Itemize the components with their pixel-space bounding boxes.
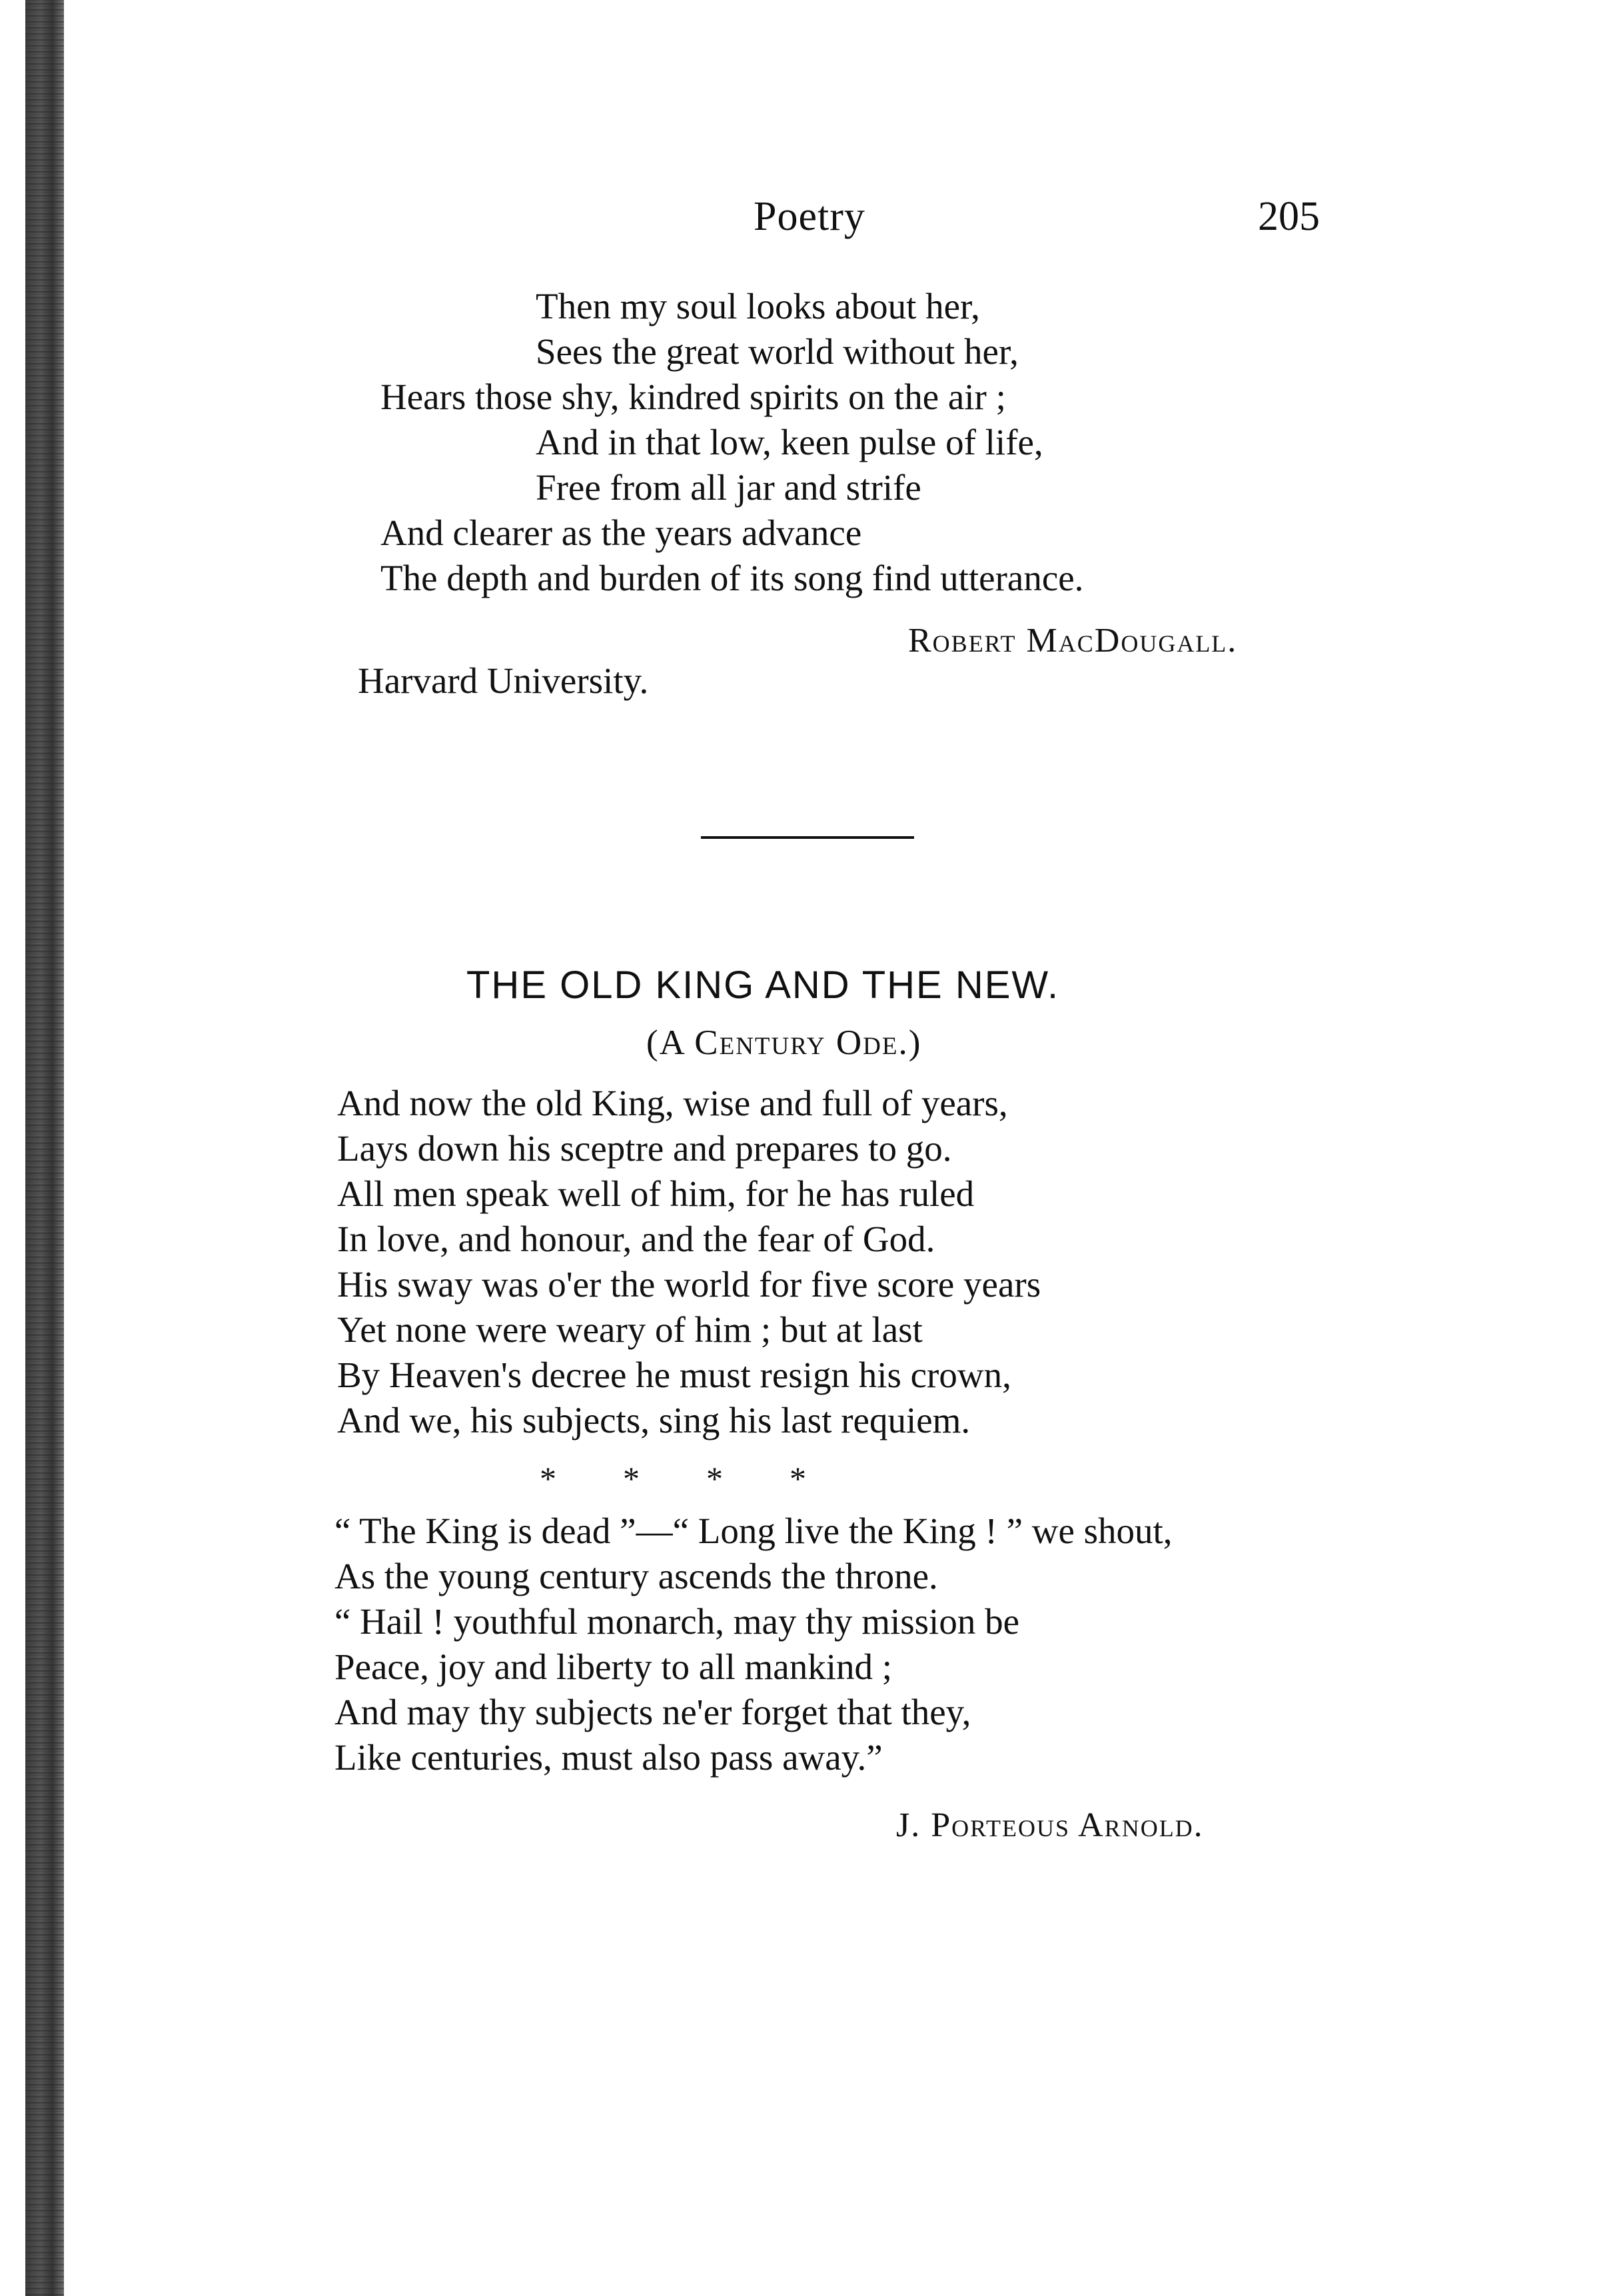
poem1-line-1: Then my soul looks about her, xyxy=(536,286,980,326)
poem2-stanza1-line-8: And we, his subjects, sing his last requiem. xyxy=(337,1400,971,1440)
poem1-author: Robert MacDougall. xyxy=(908,622,1238,660)
poem2-title: THE OLD KING AND THE NEW. xyxy=(466,963,1060,1007)
page-number: 205 xyxy=(1258,194,1320,239)
poem1-line-2: Sees the great world without her, xyxy=(536,331,1019,372)
poem2-stanza1-line-5: His sway was o'er the world for five score years xyxy=(337,1264,1041,1305)
poem2-stanza1-line-1: And now the old King, wise and full of years, xyxy=(337,1083,1008,1123)
poem2-stanza1-line-6: Yet none were weary of him ; but at last xyxy=(337,1309,923,1350)
poem2-stanza1-line-3: All men speak well of him, for he has ruled xyxy=(337,1173,975,1214)
poem1-line-5: Free from all jar and strife xyxy=(536,467,921,508)
poem2-subtitle: (A Century Ode.) xyxy=(646,1023,922,1062)
poem1-line-6: And clearer as the years advance xyxy=(380,512,862,553)
poem1-line-3: Hears those shy, kindred spirits on the air ; xyxy=(380,376,1006,417)
poem2-stanza2-line-5: And may thy subjects ne'er forget that they, xyxy=(334,1692,971,1732)
running-title: Poetry xyxy=(754,194,865,239)
stanza-separator: * * * * xyxy=(540,1460,806,1497)
poem2-stanza2-line-3: “ Hail ! youthful monarch, may thy mission be xyxy=(334,1601,1020,1642)
poem2-stanza1-line-2: Lays down his sceptre and prepares to go. xyxy=(337,1128,952,1169)
section-divider xyxy=(701,836,914,839)
poem1-line-7: The depth and burden of its song find utterance. xyxy=(380,558,1084,598)
poem2-stanza2-line-6: Like centuries, must also pass away.” xyxy=(334,1737,883,1778)
poem2-stanza2-line-2: As the young century ascends the throne. xyxy=(334,1556,938,1596)
poem2-author: J. Porteous Arnold. xyxy=(896,1806,1204,1844)
poem2-stanza1-line-7: By Heaven's decree he must resign his crown, xyxy=(337,1355,1011,1395)
book-binding-edge xyxy=(25,0,64,2296)
poem2-stanza2-line-1: “ The King is dead ”—“ Long live the King ! ” we shout, xyxy=(334,1510,1173,1551)
poem2-stanza1-line-4: In love, and honour, and the fear of God. xyxy=(337,1219,935,1259)
poem1-line-4: And in that low, keen pulse of life, xyxy=(536,422,1043,462)
poem1-affiliation: Harvard University. xyxy=(358,660,649,701)
poem2-stanza2-line-4: Peace, joy and liberty to all mankind ; xyxy=(334,1646,893,1687)
